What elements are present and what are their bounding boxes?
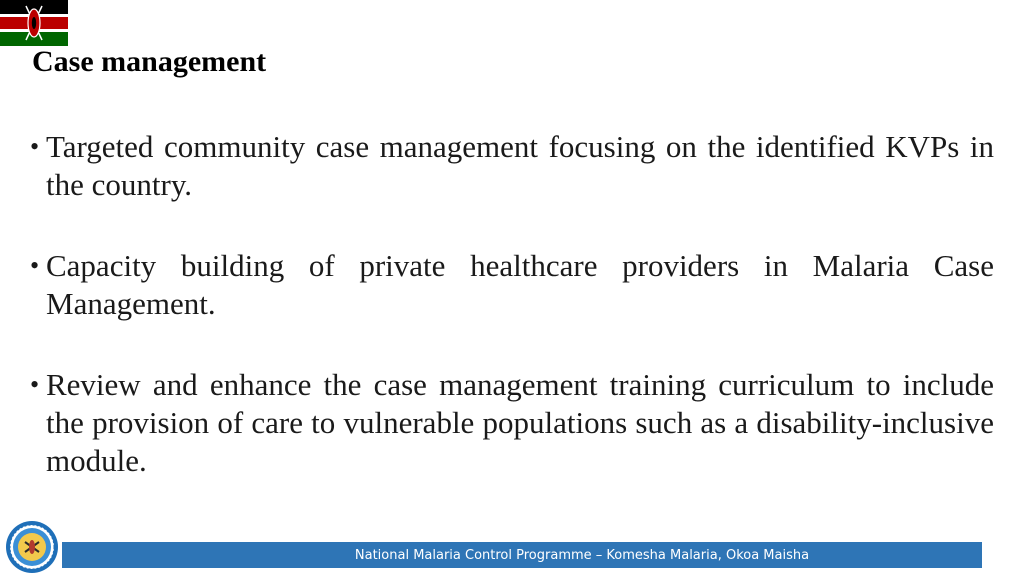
- bullet-text: Review and enhance the case management training curriculum to include the provision of care to vulnerable populations such as a disability-inclusive module.: [46, 367, 994, 478]
- footer-bar: [62, 542, 982, 568]
- bullet-item: [30, 247, 994, 323]
- bullet-text: Targeted community case management focusing on the identified KVPs in the country.: [46, 129, 994, 202]
- slide-title: Case management: [32, 45, 267, 78]
- bullet-item: [30, 366, 994, 480]
- bullet-text: Capacity building of private healthcare providers in Malaria Case Management.: [46, 248, 994, 321]
- bullet-item: [30, 128, 994, 204]
- footer-text: National Malaria Control Programme – Komesha Malaria, Okoa Maisha: [354, 547, 810, 563]
- bullet-marker: •: [30, 251, 40, 280]
- bullet-list: [30, 128, 994, 523]
- bullet-marker: •: [30, 370, 40, 399]
- nmcp-logo-icon: [5, 520, 59, 574]
- bullet-marker: •: [30, 132, 40, 161]
